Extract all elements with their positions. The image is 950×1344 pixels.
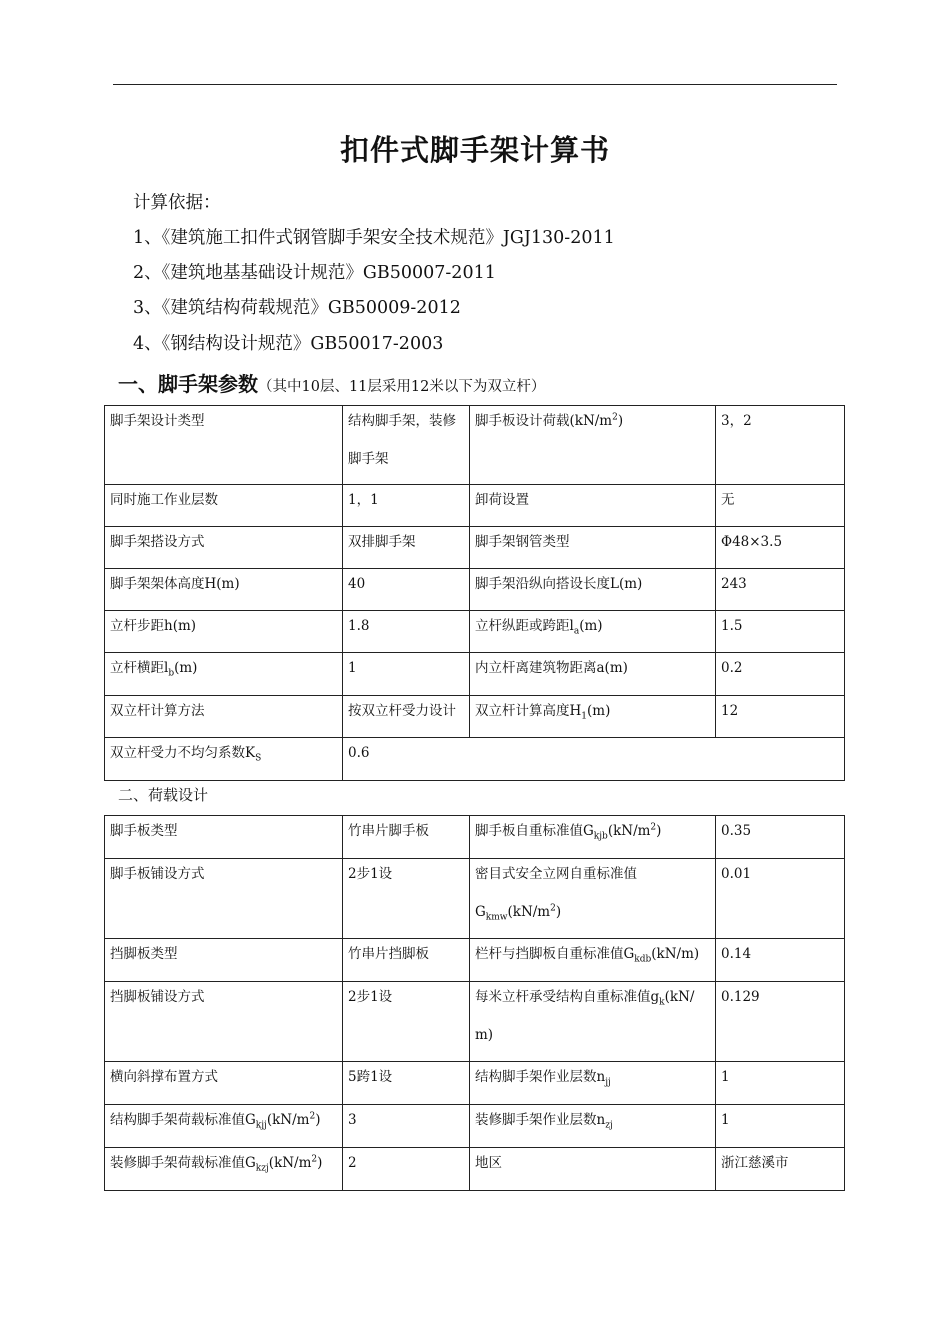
param-label: 脚手板设计荷载$(kN/m^2)$ — [470, 406, 716, 485]
param-value: 0.14 — [716, 939, 845, 982]
param-value: 双排脚手架 — [343, 527, 470, 569]
table-row — [105, 939, 845, 982]
param-label: 双立杆受力不均匀系数$K_S$ — [105, 738, 343, 781]
param-label: 脚手板铺设方式 — [105, 859, 343, 939]
param-label: 地区 — [470, 1148, 716, 1191]
table-row — [105, 611, 845, 653]
param-label: 内立杆离建筑物距离a(m) — [470, 653, 716, 696]
table-row — [105, 406, 845, 485]
header-rule — [113, 84, 837, 85]
table-row — [105, 859, 845, 939]
param-value: 3，2 — [716, 406, 845, 485]
param-value: 无 — [716, 485, 845, 527]
param-label: 脚手板自重标准值$G_{kjb}(kN/m^2)$ — [470, 816, 716, 859]
param-label: 密目式安全立网自重标准值 $G_{kmw}(kN/m^2)$ — [470, 859, 716, 939]
param-value: 5跨1设 — [343, 1062, 470, 1105]
param-value: 1.8 — [343, 611, 470, 653]
param-value: 按双立杆受力设计 — [343, 696, 470, 738]
param-label: 双立杆计算方法 — [105, 696, 343, 738]
param-value: 2步1设 — [343, 859, 470, 939]
basis-item: 2、《建筑地基基础设计规范》GB50007-2011 — [133, 263, 496, 283]
param-value: 1 — [343, 653, 470, 696]
basis-heading: 计算依据： — [133, 193, 221, 213]
table-row — [105, 1105, 845, 1148]
param-value: 40 — [343, 569, 470, 611]
param-label: 同时施工作业层数 — [105, 485, 343, 527]
param-label: 装修脚手架作业层数$n_{zj}$ — [470, 1105, 716, 1148]
param-label: 脚手板类型 — [105, 816, 343, 859]
param-value: 2 — [343, 1148, 470, 1191]
param-label: 立杆横距$l_b(m)$ — [105, 653, 343, 696]
param-value: 1 — [716, 1062, 845, 1105]
param-label: 栏杆与挡脚板自重标准值$G_{kdb}(kN/m)$ — [470, 939, 716, 982]
table-row — [105, 1148, 845, 1191]
param-value: 0.01 — [716, 859, 845, 939]
document-title: 扣件式脚手架计算书 — [339, 133, 610, 167]
param-value: 0.129 — [716, 982, 845, 1062]
param-value: 0.35 — [716, 816, 845, 859]
param-value: 竹串片脚手板 — [343, 816, 470, 859]
basis-item: 3、《建筑结构荷载规范》GB50009-2012 — [133, 298, 461, 318]
section-note: （其中10层、11层采用12米以下为双立杆） — [258, 379, 546, 395]
param-value: 1，1 — [343, 485, 470, 527]
param-value: 竹串片挡脚板 — [343, 939, 470, 982]
param-value: 结构脚手架，装修 脚手架 — [343, 406, 470, 485]
param-label: 挡脚板类型 — [105, 939, 343, 982]
param-label: 装修脚手架荷载标准值$G_{kzj}(kN/m^2)$ — [105, 1148, 343, 1191]
scaffold-params-table — [104, 405, 845, 781]
param-value: 1.5 — [716, 611, 845, 653]
param-value: 浙江慈溪市 — [716, 1148, 845, 1191]
param-label: 脚手架设计类型 — [105, 406, 343, 485]
param-value: 243 — [716, 569, 845, 611]
section-heading-load-design: 二、荷载设计 — [118, 786, 209, 804]
param-label: 脚手架沿纵向搭设长度L(m) — [470, 569, 716, 611]
param-label: 横向斜撑布置方式 — [105, 1062, 343, 1105]
table-row — [105, 569, 845, 611]
param-label: 脚手架钢管类型 — [470, 527, 716, 569]
table-row — [105, 527, 845, 569]
load-design-table — [104, 815, 845, 1191]
section-heading-scaffold-params — [118, 368, 545, 397]
param-label: 结构脚手架作业层数$n_{jj}$ — [470, 1062, 716, 1105]
param-value: 0.6 — [343, 738, 845, 781]
basis-item: 1、《建筑施工扣件式钢管脚手架安全技术规范》JGJ130-2011 — [133, 228, 615, 248]
basis-item: 4、《钢结构设计规范》GB50017-2003 — [133, 334, 444, 354]
param-value: 2步1设 — [343, 982, 470, 1062]
table-row — [105, 653, 845, 696]
param-label: 立杆纵距或跨距$l_a(m)$ — [470, 611, 716, 653]
param-value: 0.2 — [716, 653, 845, 696]
param-label: 双立杆计算高度$H_1(m)$ — [470, 696, 716, 738]
param-value: 3 — [343, 1105, 470, 1148]
param-value: 12 — [716, 696, 845, 738]
param-label: 每米立杆承受结构自重标准值$g_k(kN/$ m) — [470, 982, 716, 1062]
param-value: Φ48×3.5 — [716, 527, 845, 569]
param-label: 卸荷设置 — [470, 485, 716, 527]
table-row — [105, 982, 845, 1062]
table-row — [105, 738, 845, 781]
param-label: 脚手架搭设方式 — [105, 527, 343, 569]
param-value: 1 — [716, 1105, 845, 1148]
section-title: 一、脚手架参数 — [118, 372, 258, 396]
table-row — [105, 816, 845, 859]
table-row — [105, 485, 845, 527]
param-label: 脚手架架体高度H(m) — [105, 569, 343, 611]
param-label: 立杆步距h(m) — [105, 611, 343, 653]
table-row — [105, 696, 845, 738]
param-label: 结构脚手架荷载标准值$G_{kjj}(kN/m^2)$ — [105, 1105, 343, 1148]
param-label: 挡脚板铺设方式 — [105, 982, 343, 1062]
table-row — [105, 1062, 845, 1105]
